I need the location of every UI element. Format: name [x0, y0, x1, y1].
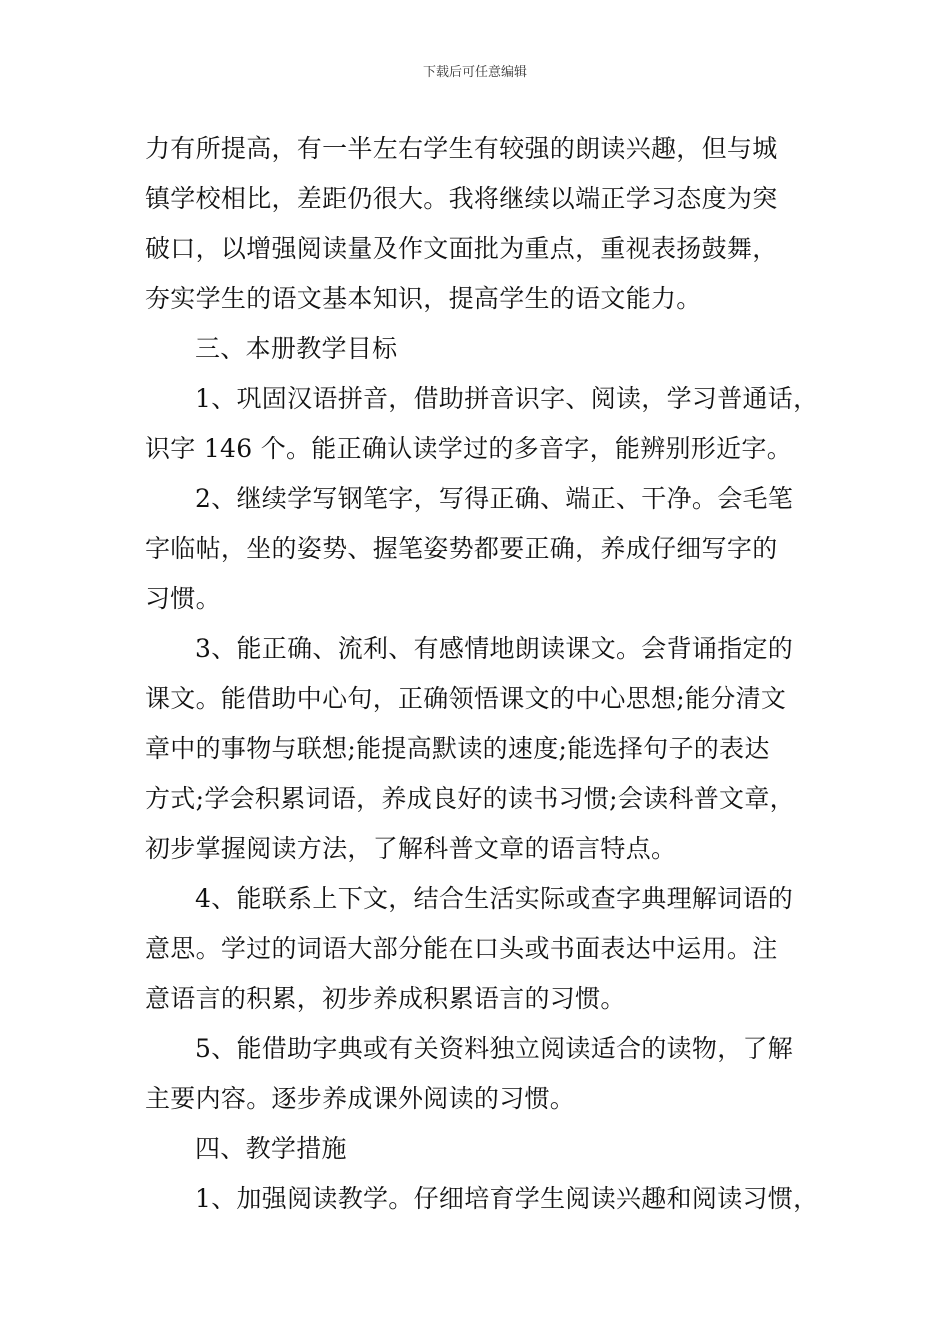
body-line: 主要内容。逐步养成课外阅读的习惯。	[145, 1084, 576, 1113]
body-line: 习惯。	[145, 584, 221, 613]
body-line: 镇学校相比，差距仍很大。我将继续以端正学习态度为突	[145, 184, 778, 213]
document-body	[145, 124, 825, 1224]
section-heading-objectives: 三、本册教学目标	[195, 334, 398, 363]
body-line: 意语言的积累，初步养成积累语言的习惯。	[145, 984, 626, 1013]
body-line: 初步掌握阅读方法，了解科普文章的语言特点。	[145, 834, 677, 863]
body-line: 方式;学会积累词语，养成良好的读书习惯;会读科普文章，	[145, 784, 795, 813]
section-heading-measures: 四、教学措施	[195, 1134, 347, 1163]
body-line: 破口，以增强阅读量及作文面批为重点，重视表扬鼓舞，	[145, 234, 778, 263]
body-line: 夯实学生的语文基本知识，提高学生的语文能力。	[145, 284, 702, 313]
objective-2-line: 2、继续学写钢笔字，写得正确、端正、干净。会毛笔	[195, 484, 794, 513]
objective-1-line: 1、巩固汉语拼音，借助拼音识字、阅读，学习普通话，	[195, 384, 819, 413]
objective-5-line: 5、能借助字典或有关资料独立阅读适合的读物，了解	[195, 1034, 794, 1063]
body-line: 字临帖，坐的姿势、握笔姿势都要正确，养成仔细写字的	[145, 534, 778, 563]
page-header: 下载后可任意编辑	[422, 65, 527, 80]
measure-1-line: 1、加强阅读教学。仔细培育学生阅读兴趣和阅读习惯，	[195, 1184, 819, 1213]
body-line: 力有所提高，有一半左右学生有较强的朗读兴趣，但与城	[145, 134, 778, 163]
objective-4-line: 4、能联系上下文，结合生活实际或查字典理解词语的	[195, 884, 794, 913]
objective-3-line: 3、能正确、流利、有感情地朗读课文。会背诵指定的	[195, 634, 794, 663]
body-line: 课文。能借助中心句，正确领悟课文的中心思想;能分清文	[145, 684, 787, 713]
body-line: 章中的事物与联想;能提高默读的速度;能选择句子的表达	[145, 734, 770, 763]
body-line: 识字 146 个。能正确认读学过的多音字，能辨别形近字。	[145, 434, 793, 463]
body-line: 意思。学过的词语大部分能在口头或书面表达中运用。注	[145, 934, 778, 963]
